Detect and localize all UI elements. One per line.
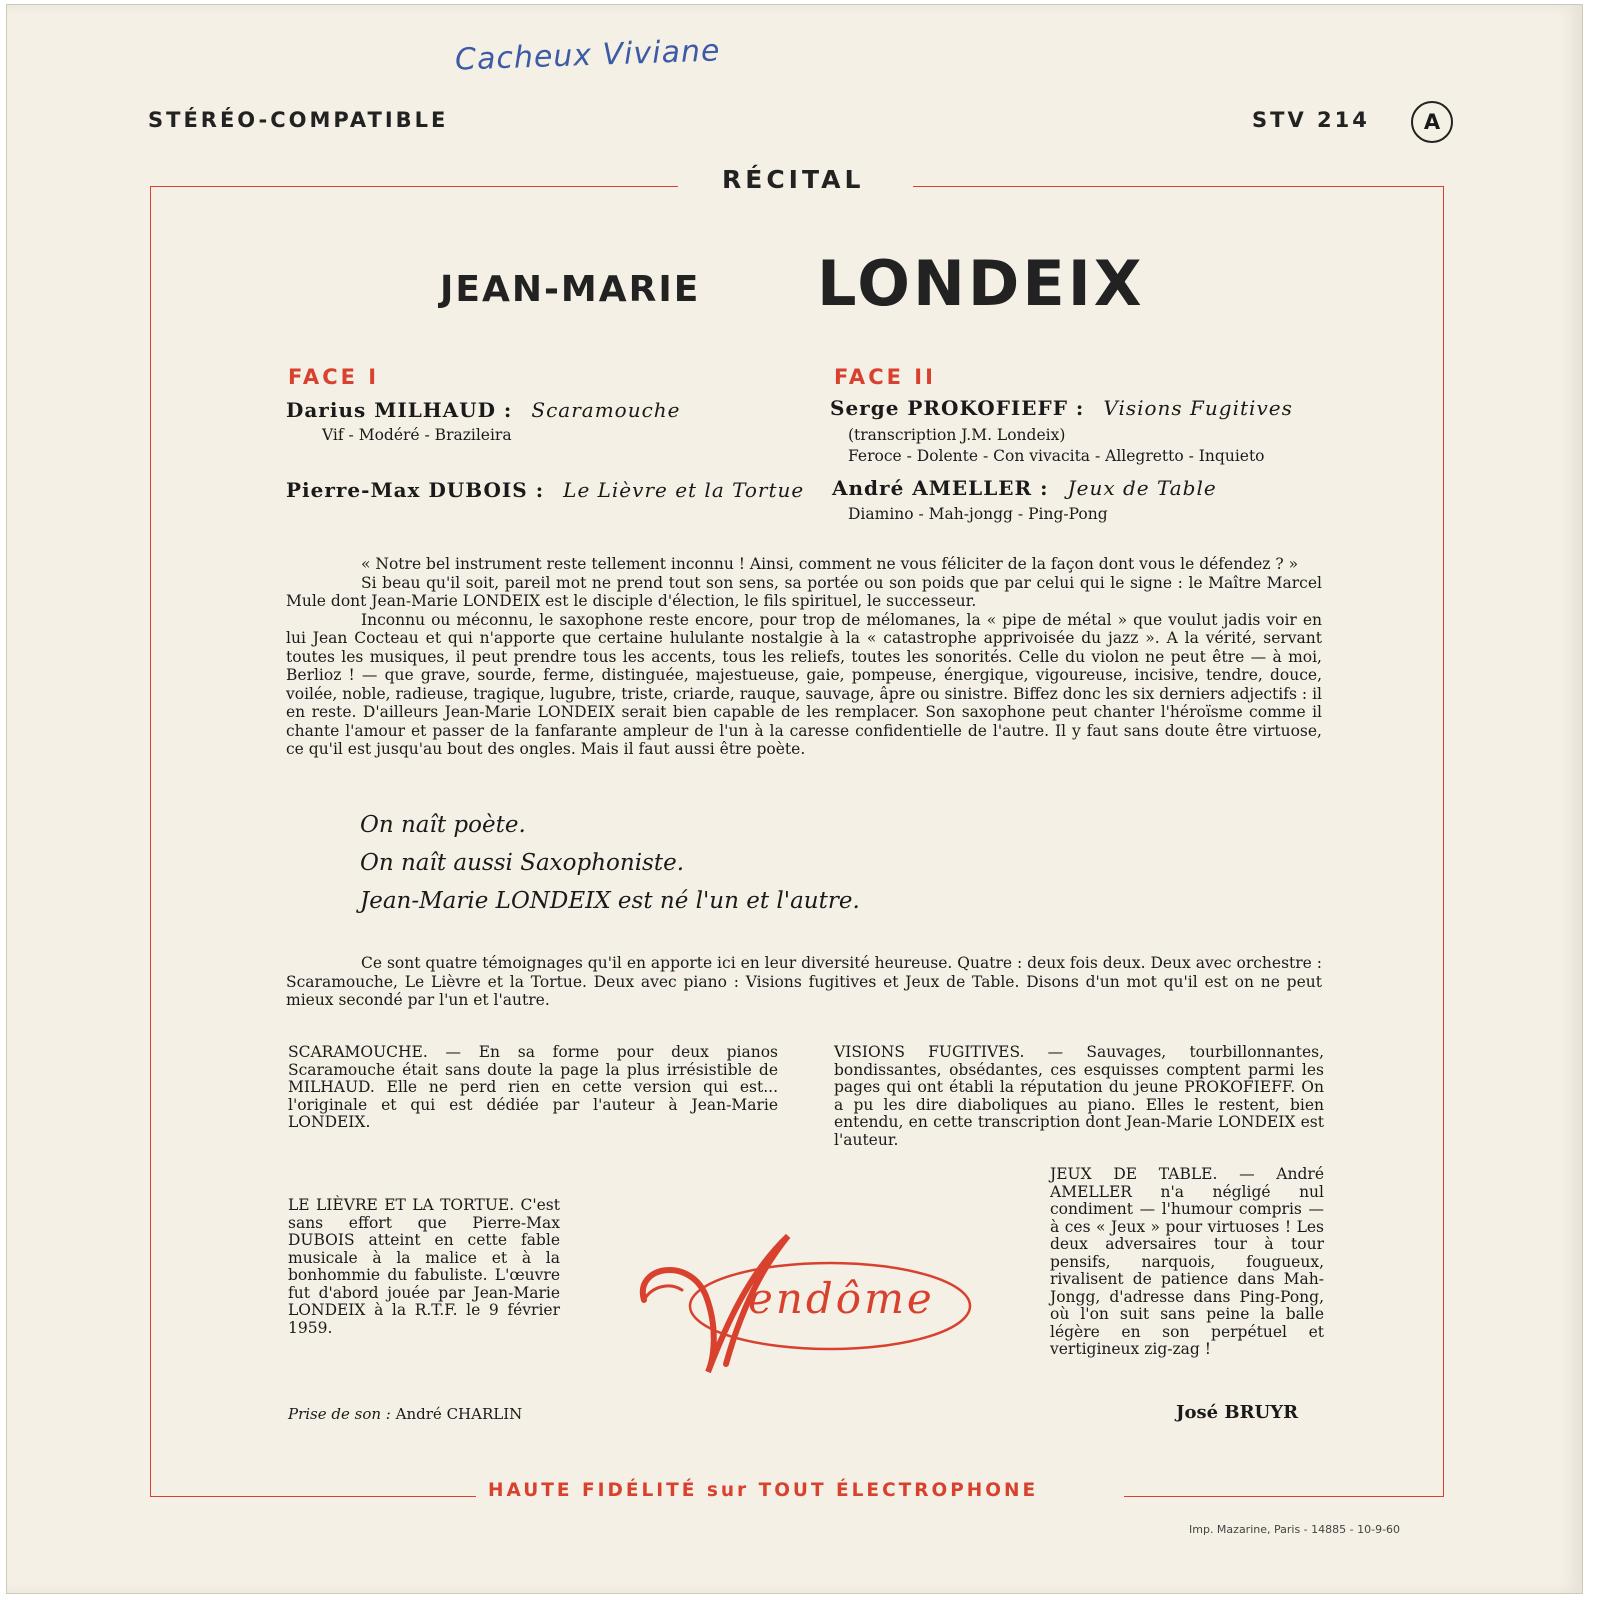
recording-credit (288, 1405, 522, 1423)
liner-paragraph-4: Ce sont quatre témoignages qu'il en apporte ici en leur diversité heureuse. Quatre : deux fois deux. Deux avec orchestre : Scaramouche, Le Lièvre et la Tortue. Deux avec piano : Visions fugitives et Jeux de Table. Disons d'un mot qu'il est on ne peut mieux secondé par l'un et l'autre. (286, 954, 1322, 1009)
note-scaramouche: SCARAMOUCHE. — En sa forme pour deux pianos Scaramouche était sans doute la page la plus irrésistible de MILHAUD. Elle ne perd rien en cette version qui est... l'originale et qui est dédiée par l'auteur à Jean-Marie LONDEIX. (288, 1043, 778, 1131)
face-1-work-1-movements: Vif - Modéré - Brazileira (322, 426, 512, 444)
recording-engineer: André CHARLIN (395, 1405, 523, 1423)
liner-notes (286, 555, 1322, 759)
side-a-badge: A (1411, 101, 1453, 143)
liner-paragraph-2: Si beau qu'il soit, pareil mot ne prend tout son sens, sa portée ou son poids que par celui qui le signe : le Maître Marcel Mule dont Jean-Marie LONDEIX est le disciple d'élection, le fils spirituel, le successeur. (286, 573, 1322, 610)
recital-title: RÉCITAL (722, 165, 865, 194)
face-2-label: FACE II (834, 365, 936, 389)
vendome-logo (630, 1230, 975, 1380)
liner-notes-author: José BRUYR (1176, 1402, 1299, 1423)
note-jeux-de-table: JEUX DE TABLE. — André AMELLER n'a négligé nul condiment — l'humour compris — à ces « Jeux » pour virtuoses ! Les deux adversaires tour à tour pensifs, narquois, fougueux, rivalisent de patience dans Mah-Jongg, d'adresse dans Ping-Pong, où l'on suit sans peine la balle légère en son perpétuel et vertigineux zig-zag ! (1050, 1165, 1324, 1358)
vendome-logo-text: endôme (748, 1274, 935, 1323)
liner-paragraph-3: Inconnu ou méconnu, le saxophone reste encore, pour trop de mélomanes, la « pipe de métal » que voulut jadis voir en lui Jean Cocteau et qui n'apporte que certaine hululante nostalgie à la « catastrophe apprivoisée du jazz ». A la vérité, servant toutes les musiques, il peut prendre tous les accents, tous les reliefs, toutes les sonorités. Celle du violon ne peut être — à moi, Berlioz ! — que grave, sourde, ferme, distinguée, majestueuse, gaie, pompeuse, énergique, vigoureuse, incisive, tendre, douce, voilée, noble, radieuse, tragique, lugubre, triste, criarde, rauque, sauvage, âpre ou sinistre. Biffez donc les six derniers adjectifs : il en reste. D'ailleurs Jean-Marie LONDEIX serait bien capable de les remplacer. Son saxophone peut chanter l'héroïsme comme il chante l'amour et passer de la fanfarante ampleur de l'un à la caresse confidentielle de l'autre. Il y faut sans doute être virtuose, ce qu'il est jusqu'au bout des ongles. Mais il faut aussi être poète. (286, 610, 1322, 758)
handwritten-owner-name: Cacheux Viviane (454, 33, 721, 78)
face-2-work-2 (832, 476, 1217, 500)
liner-closing (286, 954, 1322, 1010)
title-scaramouche: Scaramouche (531, 398, 681, 422)
note-lievre-tortue: LE LIÈVRE ET LA TORTUE. C'est sans effort que Pierre-Max DUBOIS atteint en cette fable musicale à la malice et à la bonhommie du fabuliste. L'œuvre fut d'abord jouée par Jean-Marie LONDEIX à la R.T.F. le 9 février 1959. (288, 1196, 560, 1337)
face-1-label: FACE I (288, 365, 380, 389)
note-visions-fugitives: VISIONS FUGITIVES. — Sauvages, tourbillonnantes, bondissantes, obsédantes, ces esquisses comptent parmi les pages qui ont établi la réputation du jeune PROKOFIEFF. On a pu les dire diaboliques au piano. Elles le restent, bien entendu, en cette transcription dont Jean-Marie LONDEIX est l'auteur. (834, 1043, 1324, 1149)
poem-line-2: On naît aussi Saxophoniste. (360, 850, 685, 876)
composer-milhaud: Darius MILHAUD : (286, 398, 513, 422)
artist-last-name: LONDEIX (817, 247, 1145, 320)
face-1-work-2 (286, 478, 804, 502)
face-2-work-2-movements: Diamino - Mah-jongg - Ping-Pong (848, 505, 1108, 523)
composer-prokofieff: Serge PROKOFIEFF : (830, 396, 1085, 420)
hi-fi-footer: HAUTE FIDÉLITÉ sur TOUT ÉLECTROPHONE (488, 1480, 1039, 1501)
title-visions-fugitives: Visions Fugitives (1103, 396, 1293, 420)
poem-line-1: On naît poète. (360, 812, 526, 838)
catalog-number: STV 214 (1252, 108, 1370, 132)
stereo-compatible-label: STÉRÉO-COMPATIBLE (148, 108, 449, 132)
poem-line-3: Jean-Marie LONDEIX est né l'un et l'autre. (360, 888, 860, 914)
face-2-work-1-movements: Feroce - Dolente - Con vivacita - Allegretto - Inquieto (848, 447, 1265, 465)
printer-imprint: Imp. Mazarine, Paris - 14885 - 10-9-60 (1189, 1523, 1401, 1536)
title-jeux-de-table: Jeux de Table (1067, 476, 1217, 500)
composer-dubois: Pierre-Max DUBOIS : (286, 478, 545, 502)
artist-first-name: JEAN-MARIE (440, 269, 701, 310)
composer-ameller: André AMELLER : (832, 476, 1049, 500)
face-2-transcription-note: (transcription J.M. Londeix) (848, 426, 1066, 444)
poem (360, 806, 860, 920)
recording-credit-label: Prise de son : (288, 1405, 391, 1423)
face-1-work-1 (286, 398, 681, 422)
liner-quote: « Notre bel instrument reste tellement inconnu ! Ainsi, comment ne vous féliciter de la façon dont vous le défendez ? » (361, 555, 1299, 573)
face-2-work-1 (830, 396, 1293, 420)
title-lievre-tortue: Le Lièvre et la Tortue (563, 478, 805, 502)
